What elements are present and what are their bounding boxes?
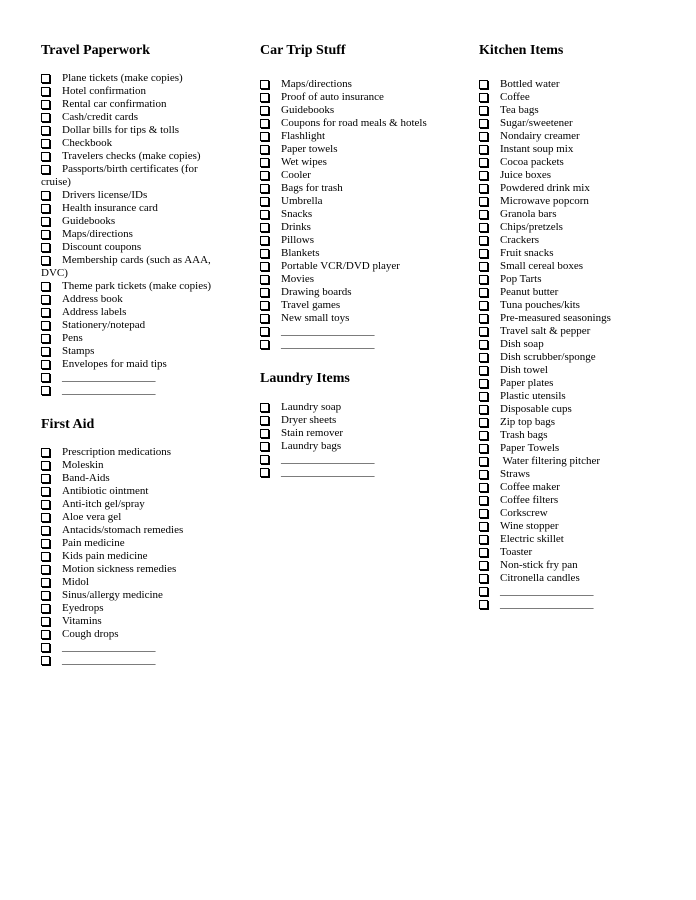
checkbox[interactable] — [260, 314, 269, 323]
list-item[interactable]: Stamps — [41, 345, 251, 358]
list-item[interactable]: Flashlight — [260, 130, 470, 143]
list-item[interactable]: Disposable cups — [479, 403, 689, 416]
checkbox[interactable] — [479, 431, 488, 440]
checkbox[interactable] — [479, 418, 488, 427]
list-item[interactable]: Midol — [41, 576, 251, 589]
section-title-laundry-items: Laundry Items — [260, 371, 350, 386]
list-item[interactable]: Checkbook — [41, 137, 251, 150]
list-item[interactable]: Fruit snacks — [479, 247, 689, 260]
list-item[interactable]: Maps/directions — [41, 228, 251, 241]
list-item[interactable]: Portable VCR/DVD player — [260, 260, 470, 273]
list-item[interactable]: Drinks — [260, 221, 470, 234]
list-item[interactable]: Straws — [479, 468, 689, 481]
checkbox[interactable] — [260, 416, 269, 425]
list-item[interactable]: Prescription medications — [41, 446, 251, 459]
list-item-blank[interactable]: _________________ — [260, 338, 470, 351]
checkbox[interactable] — [41, 513, 50, 522]
checkbox[interactable] — [479, 444, 488, 453]
list-item[interactable]: Moleskin — [41, 459, 251, 472]
checkbox[interactable] — [260, 80, 269, 89]
list-item[interactable]: Small cereal boxes — [479, 260, 689, 273]
kitchen-items-list — [479, 78, 689, 611]
list-item[interactable]: Laundry soap — [260, 401, 470, 414]
first-aid-list — [41, 446, 251, 667]
checkbox[interactable] — [260, 262, 269, 271]
list-item[interactable]: Stationery/notepad — [41, 319, 251, 332]
checkbox[interactable] — [479, 353, 488, 362]
checkbox[interactable] — [479, 496, 488, 505]
checkbox[interactable] — [41, 282, 50, 291]
list-item[interactable]: Plastic utensils — [479, 390, 689, 403]
checkbox[interactable] — [479, 483, 488, 492]
list-item[interactable]: Aloe vera gel — [41, 511, 251, 524]
checkbox[interactable] — [41, 204, 50, 213]
list-item[interactable]: Sugar/sweetener — [479, 117, 689, 130]
list-item[interactable]: Dish towel — [479, 364, 689, 377]
checkbox[interactable] — [479, 340, 488, 349]
checkbox[interactable] — [41, 386, 50, 395]
list-item[interactable]: Antibiotic ointment — [41, 485, 251, 498]
checkbox[interactable] — [41, 360, 50, 369]
list-item[interactable]: Hotel confirmation — [41, 85, 251, 98]
list-item[interactable]: Coffee filters — [479, 494, 689, 507]
checkbox[interactable] — [260, 301, 269, 310]
checkbox[interactable] — [260, 403, 269, 412]
list-item[interactable]: Bags for trash — [260, 182, 470, 195]
list-item[interactable]: Drawing boards — [260, 286, 470, 299]
list-item[interactable]: Bottled water — [479, 78, 689, 91]
travel-paperwork-list — [41, 72, 251, 397]
list-item[interactable]: Health insurance card — [41, 202, 251, 215]
checkbox[interactable] — [41, 552, 50, 561]
checkbox[interactable] — [479, 561, 488, 570]
checkbox[interactable] — [41, 617, 50, 626]
list-item-blank[interactable]: _________________ — [479, 598, 689, 611]
checkbox[interactable] — [41, 308, 50, 317]
section-title-first-aid: First Aid — [41, 417, 95, 432]
checkbox[interactable] — [479, 145, 488, 154]
checkbox[interactable] — [41, 256, 50, 265]
list-item[interactable]: Motion sickness remedies — [41, 563, 251, 576]
list-item[interactable]: Dish soap — [479, 338, 689, 351]
column-right — [479, 0, 689, 611]
list-item[interactable]: Discount coupons — [41, 241, 251, 254]
checkbox[interactable] — [260, 340, 269, 349]
list-item[interactable]: Tea bags — [479, 104, 689, 117]
checkbox[interactable] — [260, 236, 269, 245]
checkbox[interactable] — [41, 373, 50, 382]
checkbox[interactable] — [479, 223, 488, 232]
list-item[interactable]: Dish scrubber/sponge — [479, 351, 689, 364]
list-item[interactable]: Snacks — [260, 208, 470, 221]
list-item[interactable]: Instant soup mix — [479, 143, 689, 156]
checkbox[interactable] — [41, 643, 50, 652]
list-item[interactable]: Blankets — [260, 247, 470, 260]
list-item[interactable]: Wine stopper — [479, 520, 689, 533]
checkbox[interactable] — [41, 604, 50, 613]
list-item-blank[interactable]: _________________ — [260, 466, 470, 479]
checkbox[interactable] — [41, 630, 50, 639]
list-item[interactable]: Water filtering pitcher — [479, 455, 689, 468]
checkbox[interactable] — [41, 295, 50, 304]
list-item[interactable]: Coffee — [479, 91, 689, 104]
checkbox[interactable] — [260, 93, 269, 102]
checkbox[interactable] — [41, 347, 50, 356]
list-item[interactable]: Maps/directions — [260, 78, 470, 91]
checkbox[interactable] — [41, 100, 50, 109]
checkbox[interactable] — [41, 243, 50, 252]
list-item[interactable]: Plane tickets (make copies) — [41, 72, 251, 85]
checkbox[interactable] — [260, 223, 269, 232]
list-item[interactable]: Dollar bills for tips & tolls — [41, 124, 251, 137]
checkbox[interactable] — [260, 145, 269, 154]
checkbox[interactable] — [260, 171, 269, 180]
list-item[interactable]: Antacids/stomach remedies — [41, 524, 251, 537]
list-item[interactable]: New small toys — [260, 312, 470, 325]
list-item[interactable]: Pens — [41, 332, 251, 345]
checkbox[interactable] — [41, 334, 50, 343]
checkbox[interactable] — [41, 217, 50, 226]
checkbox[interactable] — [41, 113, 50, 122]
checkbox[interactable] — [479, 119, 488, 128]
checkbox[interactable] — [479, 158, 488, 167]
list-item[interactable]: Pre-measured seasonings — [479, 312, 689, 325]
checkbox[interactable] — [41, 487, 50, 496]
list-item[interactable]: Laundry bags — [260, 440, 470, 453]
checkbox[interactable] — [260, 275, 269, 284]
checkbox[interactable] — [479, 301, 488, 310]
list-item[interactable]: Zip top bags — [479, 416, 689, 429]
checkbox[interactable] — [260, 184, 269, 193]
checkbox[interactable] — [41, 321, 50, 330]
list-item-blank[interactable]: _________________ — [41, 654, 251, 667]
list-item[interactable]: Travelers checks (make copies) — [41, 150, 251, 163]
list-item[interactable]: Powdered drink mix — [479, 182, 689, 195]
list-item[interactable]: Rental car confirmation — [41, 98, 251, 111]
checkbox[interactable] — [479, 600, 488, 609]
list-item[interactable]: Sinus/allergy medicine — [41, 589, 251, 602]
list-item[interactable]: Band-Aids — [41, 472, 251, 485]
section-title-kitchen-items: Kitchen Items — [479, 43, 564, 58]
column-middle — [260, 0, 470, 479]
checkbox[interactable] — [260, 106, 269, 115]
section-title-travel-paperwork: Travel Paperwork — [41, 43, 150, 58]
checkbox[interactable] — [41, 578, 50, 587]
checkbox[interactable] — [479, 522, 488, 531]
checkbox[interactable] — [260, 429, 269, 438]
list-item[interactable]: Vitamins — [41, 615, 251, 628]
checkbox[interactable] — [260, 327, 269, 336]
list-item[interactable]: Non-stick fry pan — [479, 559, 689, 572]
list-item[interactable]: Juice boxes — [479, 169, 689, 182]
checkbox[interactable] — [260, 158, 269, 167]
list-item[interactable]: Cough drops — [41, 628, 251, 641]
list-item[interactable]: Envelopes for maid tips — [41, 358, 251, 371]
list-item[interactable]: Stain remover — [260, 427, 470, 440]
list-item[interactable]: Drivers license/IDs — [41, 189, 251, 202]
car-trip-stuff-list — [260, 78, 470, 351]
list-item[interactable]: Paper plates — [479, 377, 689, 390]
checkbox[interactable] — [41, 230, 50, 239]
list-item[interactable]: Toaster — [479, 546, 689, 559]
checkbox[interactable] — [479, 197, 488, 206]
checkbox[interactable] — [479, 184, 488, 193]
checkbox[interactable] — [479, 288, 488, 297]
list-item-blank[interactable]: _________________ — [41, 384, 251, 397]
list-item-blank[interactable]: _________________ — [41, 371, 251, 384]
list-item[interactable]: Movies — [260, 273, 470, 286]
list-item[interactable]: Theme park tickets (make copies) — [41, 280, 251, 293]
list-item-blank[interactable]: _________________ — [41, 641, 251, 654]
checkbox[interactable] — [479, 236, 488, 245]
list-item[interactable]: Guidebooks — [260, 104, 470, 117]
checkbox[interactable] — [41, 461, 50, 470]
checkbox[interactable] — [41, 500, 50, 509]
section-title-car-trip-stuff: Car Trip Stuff — [260, 43, 346, 58]
checkbox[interactable] — [260, 442, 269, 451]
checkbox[interactable] — [479, 106, 488, 115]
checkbox[interactable] — [41, 539, 50, 548]
list-item[interactable]: Nondairy creamer — [479, 130, 689, 143]
checkbox[interactable] — [479, 171, 488, 180]
checkbox[interactable] — [479, 262, 488, 271]
list-item[interactable]: Microwave popcorn — [479, 195, 689, 208]
checkbox[interactable] — [41, 87, 50, 96]
list-item[interactable]: Eyedrops — [41, 602, 251, 615]
checkbox[interactable] — [479, 457, 488, 466]
checkbox[interactable] — [260, 197, 269, 206]
list-item[interactable]: Corkscrew — [479, 507, 689, 520]
list-item[interactable]: Cash/credit cards — [41, 111, 251, 124]
checkbox[interactable] — [479, 405, 488, 414]
list-item[interactable]: Passports/birth certificates (for cruise) — [41, 163, 198, 188]
checkbox[interactable] — [479, 80, 488, 89]
list-item[interactable]: Citronella candles — [479, 572, 689, 585]
checkbox[interactable] — [479, 275, 488, 284]
list-item[interactable]: Peanut butter — [479, 286, 689, 299]
list-item[interactable]: Umbrella — [260, 195, 470, 208]
list-item[interactable]: Dryer sheets — [260, 414, 470, 427]
list-item[interactable]: Address labels — [41, 306, 251, 319]
checkbox[interactable] — [479, 93, 488, 102]
checkbox[interactable] — [479, 509, 488, 518]
checkbox[interactable] — [41, 448, 50, 457]
list-item[interactable]: Coffee maker — [479, 481, 689, 494]
checkbox[interactable] — [41, 139, 50, 148]
checkbox[interactable] — [479, 587, 488, 596]
list-item[interactable]: Address book — [41, 293, 251, 306]
list-item[interactable]: Proof of auto insurance — [260, 91, 470, 104]
list-item[interactable]: Pop Tarts — [479, 273, 689, 286]
checkbox[interactable] — [41, 474, 50, 483]
checkbox[interactable] — [479, 535, 488, 544]
list-item[interactable]: Travel salt & pepper — [479, 325, 689, 338]
list-item-blank[interactable]: _________________ — [260, 325, 470, 338]
list-item-blank[interactable]: _________________ — [479, 585, 689, 598]
checkbox[interactable] — [41, 656, 50, 665]
checkbox[interactable] — [260, 455, 269, 464]
checkbox[interactable] — [479, 470, 488, 479]
checkbox[interactable] — [41, 191, 50, 200]
list-item[interactable]: Cocoa packets — [479, 156, 689, 169]
checkbox[interactable] — [260, 468, 269, 477]
checkbox[interactable] — [41, 165, 50, 174]
list-item[interactable]: Trash bags — [479, 429, 689, 442]
list-item[interactable]: Anti-itch gel/spray — [41, 498, 251, 511]
checkbox[interactable] — [41, 565, 50, 574]
checkbox[interactable] — [260, 249, 269, 258]
checkbox[interactable] — [479, 379, 488, 388]
checkbox[interactable] — [479, 314, 488, 323]
checkbox[interactable] — [260, 210, 269, 219]
checkbox[interactable] — [41, 526, 50, 535]
checkbox[interactable] — [479, 210, 488, 219]
list-item-blank[interactable]: _________________ — [260, 453, 470, 466]
checkbox[interactable] — [260, 132, 269, 141]
checkbox[interactable] — [260, 119, 269, 128]
list-item[interactable]: Kids pain medicine — [41, 550, 251, 563]
checkbox[interactable] — [479, 548, 488, 557]
checkbox[interactable] — [41, 591, 50, 600]
list-item[interactable]: Travel games — [260, 299, 470, 312]
checkbox[interactable] — [479, 249, 488, 258]
list-item[interactable]: Paper Towels — [479, 442, 689, 455]
list-item[interactable]: Electric skillet — [479, 533, 689, 546]
checkbox[interactable] — [479, 366, 488, 375]
column-left — [41, 0, 251, 667]
list-item[interactable]: Guidebooks — [41, 215, 251, 228]
list-item[interactable]: Pain medicine — [41, 537, 251, 550]
list-item[interactable]: Membership cards (such as AAA, DVC) — [41, 254, 211, 279]
checkbox[interactable] — [479, 327, 488, 336]
laundry-items-list — [260, 401, 470, 479]
checkbox[interactable] — [479, 392, 488, 401]
list-item[interactable]: Wet wipes — [260, 156, 470, 169]
checkbox[interactable] — [479, 574, 488, 583]
checkbox[interactable] — [41, 74, 50, 83]
list-item[interactable]: Cooler — [260, 169, 470, 182]
checkbox[interactable] — [41, 152, 50, 161]
list-item[interactable]: Paper towels — [260, 143, 470, 156]
list-item[interactable]: Chips/pretzels — [479, 221, 689, 234]
list-item[interactable]: Crackers — [479, 234, 689, 247]
list-item[interactable]: Pillows — [260, 234, 470, 247]
checkbox[interactable] — [479, 132, 488, 141]
checkbox[interactable] — [260, 288, 269, 297]
list-item[interactable]: Tuna pouches/kits — [479, 299, 689, 312]
list-item[interactable]: Coupons for road meals & hotels — [260, 117, 470, 130]
checkbox[interactable] — [41, 126, 50, 135]
list-item[interactable]: Granola bars — [479, 208, 689, 221]
